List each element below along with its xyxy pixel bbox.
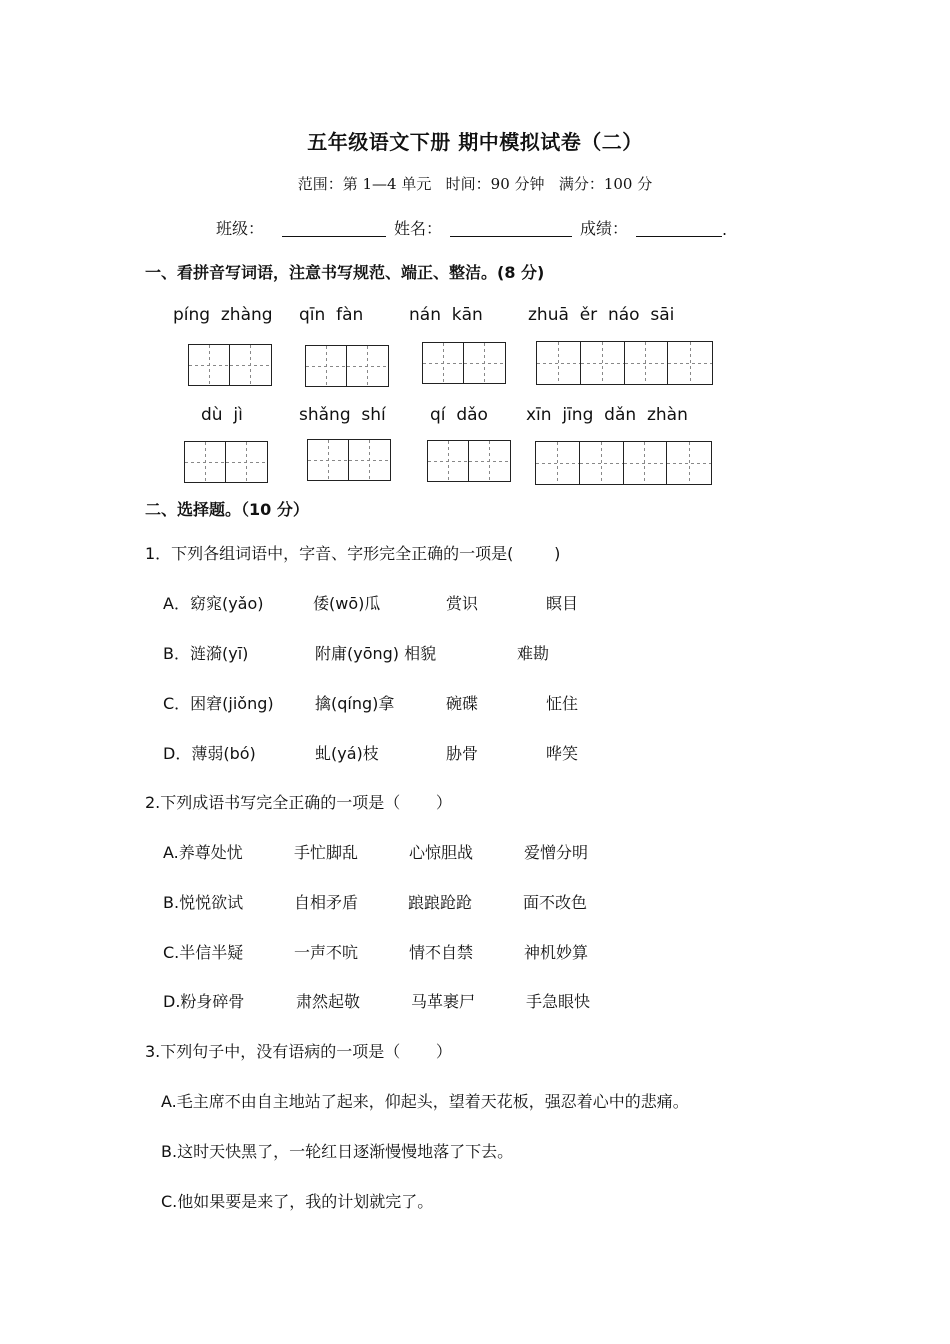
q2-option-c-word2: 一声不吭 [294,943,359,962]
question-1-stem: 1．下列各组词语中，字音、字形完全正确的一项是( ) [145,544,561,563]
writing-grid-6[interactable] [307,439,391,481]
q2-option-b-word3: 踉踉跄跄 [408,893,473,912]
question-2-stem: 2.下列成语书写完全正确的一项是（ ） [145,793,452,812]
student-info-row [216,216,727,239]
pinyin-3: nán kān [409,305,483,325]
q1-option-d-word2: 虬(yá)枝 [315,744,379,763]
q1-option-a-word2: 倭(wō)瓜 [313,594,381,613]
question-3-stem: 3.下列句子中，没有语病的一项是（ ） [145,1042,452,1061]
page-title: 五年级语文下册 期中模拟试卷（二） [307,130,643,154]
q1-option-c[interactable]: C．困窘(jiǒng) [163,694,274,713]
q1-option-b-word4: 难勘 [517,644,550,663]
exam-scope: 范围：第 1—4 单元 时间：90 分钟 满分：100 分 [297,175,653,193]
q2-option-d-word3: 马革裹尸 [411,992,476,1011]
writing-grid-5[interactable] [184,441,268,483]
q1-option-a-word3: 赏识 [446,594,479,613]
writing-grid-1[interactable] [188,344,272,386]
q2-option-a-word4: 爱憎分明 [524,843,589,862]
section1-heading: 一、看拼音写词语，注意书写规范、端正、整洁。(8 分) [145,263,545,282]
q2-option-c[interactable]: C.半信半疑 [163,943,244,962]
name-field[interactable] [450,220,572,237]
score-field[interactable] [636,220,722,237]
writing-grid-3[interactable] [422,342,506,384]
writing-grid-4[interactable] [536,341,713,385]
pinyin-7: qí dǎo [430,405,488,425]
q3-option-c[interactable]: C.他如果要是来了，我的计划就完了。 [161,1192,434,1211]
q1-option-a-word4: 瞑目 [546,594,579,613]
q2-option-a-word3: 心惊胆战 [409,843,474,862]
q1-option-d-word4: 哗笑 [546,744,579,763]
q1-option-a[interactable]: A．窈窕(yǎo) [163,594,264,613]
name-label: 姓名： [394,219,443,238]
q1-option-b-word2: 附庸(yōng) 相貌 [315,644,437,663]
q2-option-b[interactable]: B.悦悦欲试 [163,893,244,912]
class-label: 班级： [216,219,265,238]
q2-option-b-word2: 自相矛盾 [294,893,359,912]
pinyin-2: qīn fàn [299,305,364,325]
section2-heading: 二、选择题。（10 分） [145,500,309,519]
q1-option-c-word4: 怔住 [546,694,579,713]
q2-option-b-word4: 面不改色 [523,893,588,912]
q2-option-d[interactable]: D.粉身碎骨 [163,992,245,1011]
writing-grid-2[interactable] [305,345,389,387]
q1-option-c-word3: 碗碟 [446,694,479,713]
q2-option-d-word4: 手急眼快 [526,992,591,1011]
q2-option-d-word2: 肃然起敬 [296,992,361,1011]
writing-grid-8[interactable] [535,441,712,485]
q1-option-d[interactable]: D．薄弱(bó) [163,744,256,763]
pinyin-5: dù jì [201,405,243,425]
pinyin-1: píng zhàng [173,305,273,325]
pinyin-6: shǎng shí [299,405,386,425]
q1-option-b[interactable]: B．涟漪(yī) [163,644,249,663]
q2-option-c-word4: 神机妙算 [524,943,589,962]
end-mark: . [722,220,728,239]
writing-grid-7[interactable] [427,440,511,482]
q3-option-b[interactable]: B.这时天快黑了，一轮红日逐渐慢慢地落了下去。 [161,1142,514,1161]
q1-option-d-word3: 胁骨 [446,744,479,763]
q3-option-a[interactable]: A.毛主席不由自主地站了起来，仰起头，望着天花板，强忍着心中的悲痛。 [161,1092,689,1111]
q2-option-a[interactable]: A.养尊处忧 [163,843,243,862]
pinyin-8: xīn jīng dǎn zhàn [526,405,688,425]
q2-option-a-word2: 手忙脚乱 [294,843,359,862]
pinyin-4: zhuā ěr náo sāi [528,305,675,325]
q1-option-c-word2: 擒(qíng)拿 [315,694,395,713]
class-field[interactable] [282,220,386,237]
q2-option-c-word3: 情不自禁 [409,943,474,962]
score-label: 成绩： [580,219,629,238]
